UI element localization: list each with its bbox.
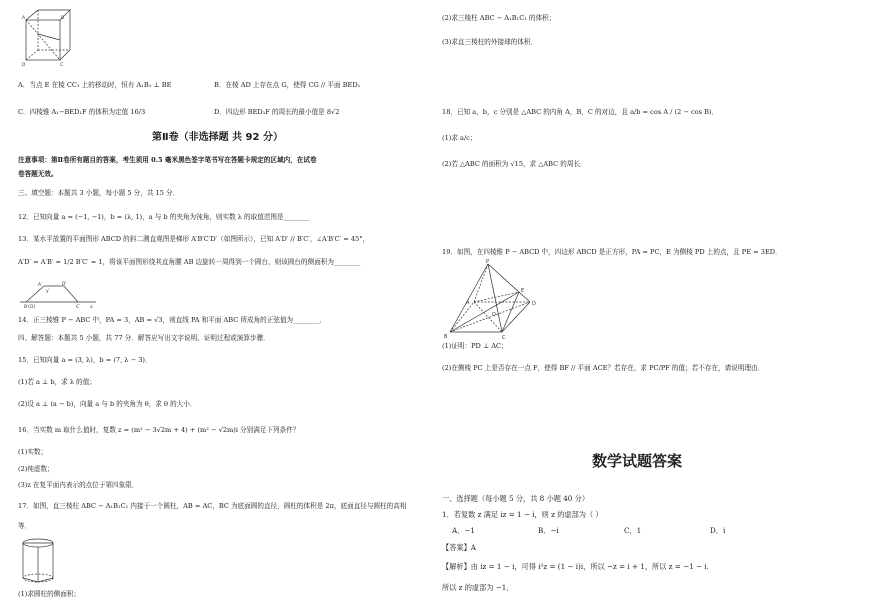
fig13-label-y: y′ (46, 289, 50, 294)
svg-text:C: C (60, 63, 64, 68)
question-17-part-3: (3)求直三棱柱的外接球的体积． (442, 38, 538, 46)
fig13-label-c: C′ (76, 305, 81, 310)
cylinder-figure (20, 536, 56, 586)
question-15-part-2: (2)设 a ⊥ (a − b)，向量 a 与 b 的夹角为 θ，求 θ 的大小． (18, 400, 197, 408)
question-18-part-1: (1)求 a/c； (442, 134, 477, 142)
answer-option-d: D．i (710, 526, 726, 535)
answer-option-a: A．−1 (452, 526, 475, 535)
fig19-label-p: P (486, 259, 490, 265)
svg-text:D: D (22, 63, 26, 68)
question-17: 17．如图，直三棱柱 ABC − A₁B₁C₁ 内接于一个圆柱，AB = AC，BC 为底面圆的直径，圆柱的体积是 2π，底面直径与圆柱的高相 (18, 502, 407, 510)
svg-text:A: A (22, 16, 26, 21)
svg-text:B: B (61, 16, 65, 21)
question-13: 13．某水平放置的平面图形 ABCD 的斜二测直观图是梯形 A′B′C′D′（如图所示），已知 A′D′ // B′C′，∠A′B′C′ = 45°， (18, 235, 370, 243)
fig19-label-a: A (466, 300, 470, 306)
fill-in-section-heading: 三、填空题：本题共 3 小题，每小题 5 分，共 15 分． (18, 189, 180, 197)
question-16: 16．当实数 m 取什么值时，复数 z = (m² − 3√2m + 4) + (m² − √2m)i 分别满足下列条件？ (18, 426, 300, 434)
question-19-part-2: (2)在侧棱 PC 上是否存在一点 F，使得 BF // 平面 ACE？若存在，求 PC/PF 的值；若不存在，请说明理由． (442, 364, 765, 372)
fig13-label-d: D′ (62, 282, 67, 287)
answer-section-heading-choice: 一、选择题（每小题 5 分，共 8 小题 40 分） (442, 494, 590, 503)
answer-option-c: C．1 (624, 526, 642, 535)
fig19-label-d: D (532, 301, 536, 307)
question-19-part-1: (1)证明：PD ⊥ AC； (442, 342, 508, 350)
cube-figure (22, 4, 74, 68)
trapezoid-figure (18, 280, 98, 310)
pyramid-diagram (444, 258, 540, 340)
fig19-label-o: O (492, 312, 496, 318)
fig13-label-a: A′ (38, 283, 43, 288)
answer-correct: 【答案】A (442, 543, 476, 552)
question-16-part-1: (1)实数； (18, 448, 48, 456)
question-16-part-2: (2)纯虚数； (18, 465, 54, 473)
answer-explanation: 【解析】由 iz = 1 − i，可得 i²z = (1 − i)i，所以 −z = i + 1，所以 z = −1 − i． (442, 562, 714, 571)
fig19-label-e: E (521, 288, 525, 294)
question-18: 18．已知 a，b，c 分别是 △ABC 的内角 A，B，C 的对边，且 a/b = cos A / (2 − cos B)． (442, 108, 719, 116)
answer-option-b: B．−i (538, 526, 559, 535)
question-12: 12．已知向量 a = (−1, −1)，b = (λ, 1)，a 与 b 的夹角为钝角，则实数 λ 的取值范围是________ (18, 213, 310, 221)
question-19: 19．如图，在四棱锥 P − ABCD 中，四边形 ABCD 是正方形，PA = PC，E 为侧棱 PD 上的点，且 PE = 3ED． (442, 248, 782, 256)
question-18-part-2: (2)若 △ABC 的面积为 √15，求 △ABC 的周长． (442, 160, 587, 168)
fig19-label-c: C (502, 335, 506, 340)
choice-a: A．当点 E 在棱 CC₁ 上的移动时，恒有 A₁B₁ ⊥ BE (18, 81, 172, 89)
question-13-continued: A′D′ = A′B′ = 1/2 B′C′ = 1，将该平面图形绕其直角腰 AB 边旋转一周得到一个圆台，则该圆台的侧面积为________ (18, 258, 361, 266)
answer-question-1: 1．若复数 z 满足 iz = 1 − i，则 z 的虚部为（ ） (442, 510, 603, 519)
cylinder-diagram (20, 536, 56, 586)
choice-b: B．在棱 AD 上存在点 G，使得 CG // 平面 BED₁ (214, 81, 361, 89)
question-15: 15．已知向量 a = (3, λ)，b = (7, λ − 3)． (18, 356, 152, 364)
question-17-part-2: (2)求三棱柱 ABC − A₁B₁C₁ 的体积； (442, 14, 556, 22)
answer-conclusion: 所以 z 的虚部为 −1． (442, 583, 514, 592)
question-16-part-3: (3)z 在复平面内表示的点位于第四象限． (18, 481, 139, 489)
choice-c: C．四棱锥 A₁−BED₁F 的体积为定值 16/3 (18, 108, 146, 116)
answer-section-heading: 四、解答题：本题共 5 小题，共 77 分．解答应写出文字说明、证明过程或演算步骤． (18, 334, 270, 342)
fig19-label-b: B (444, 334, 448, 340)
question-14: 14．正三棱锥 P − ABC 中，PA = 3，AB = √3，则直线 PA 和平面 ABC 所成角的正弦值为________． (18, 316, 327, 324)
pyramid-figure (444, 258, 540, 340)
fig13-label-x: x′ (90, 305, 94, 310)
trapezoid-diagram (18, 280, 98, 310)
question-17-part-1: (1)求圆柱的侧面积； (18, 590, 81, 598)
answer-key-title: 数学试题答案 (592, 452, 683, 470)
section-2-title: 第Ⅱ卷（非选择题 共 92 分） (152, 132, 283, 143)
notice-continued: 卷答题无效。 (18, 170, 58, 178)
cube-diagram (22, 4, 74, 68)
question-17-continued: 等． (18, 522, 32, 530)
choice-d: D．四边形 BED₁F 的周长的最小值是 8√2 (214, 108, 340, 116)
question-15-part-1: (1)若 a ⊥ b，求 λ 的值； (18, 378, 96, 386)
notice: 注意事项：第Ⅱ卷所有题目的答案，考生须用 0.5 毫米黑色签字笔书写在答题卡规定的区域内，在试卷 (18, 156, 317, 164)
fig13-label-b: B′(O) (24, 305, 36, 310)
